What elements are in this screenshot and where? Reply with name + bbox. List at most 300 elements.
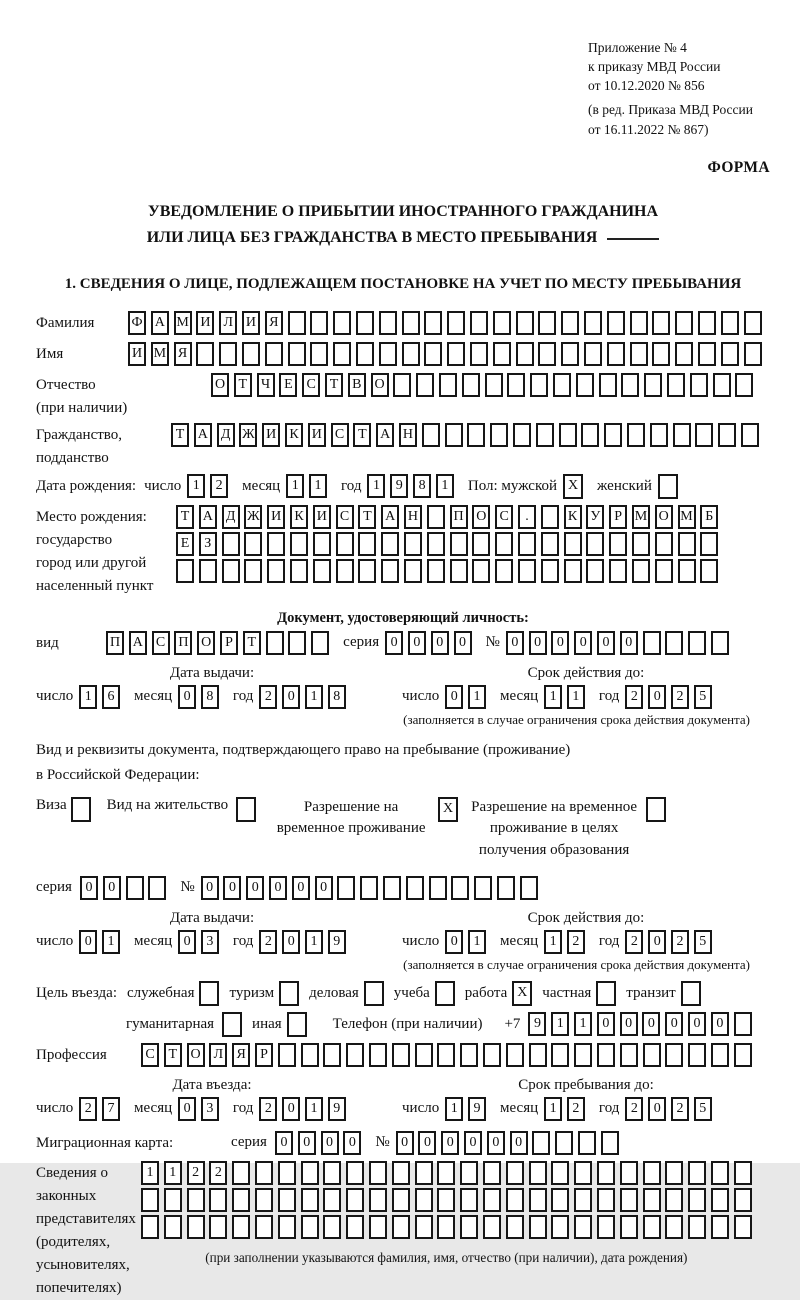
char-cell[interactable] <box>255 1188 273 1212</box>
char-cell[interactable] <box>467 423 485 447</box>
char-cell[interactable] <box>713 373 731 397</box>
char-cell[interactable] <box>506 1215 524 1239</box>
char-cell[interactable] <box>493 311 511 335</box>
char-cell[interactable] <box>734 1188 752 1212</box>
char-cell[interactable]: 0 <box>292 876 310 900</box>
char-cell[interactable]: И <box>128 342 146 366</box>
char-cell[interactable]: Р <box>609 505 627 529</box>
char-cell[interactable] <box>497 876 515 900</box>
char-cell[interactable]: 0 <box>597 1012 615 1036</box>
char-cell[interactable]: 5 <box>694 930 712 954</box>
char-cell[interactable] <box>427 505 445 529</box>
char-cell[interactable] <box>675 342 693 366</box>
char-cell[interactable] <box>445 423 463 447</box>
char-cell[interactable] <box>336 532 354 556</box>
char-cell[interactable] <box>402 311 420 335</box>
char-cell[interactable] <box>176 559 194 583</box>
char-cell[interactable]: Т <box>171 423 189 447</box>
char-cell[interactable] <box>360 876 378 900</box>
char-cell[interactable]: 0 <box>103 876 121 900</box>
char-cell[interactable] <box>460 1188 478 1212</box>
char-cell[interactable] <box>422 423 440 447</box>
char-cell[interactable] <box>460 1215 478 1239</box>
char-cell[interactable]: О <box>197 631 215 655</box>
char-cell[interactable] <box>621 373 639 397</box>
char-cell[interactable] <box>301 1188 319 1212</box>
char-cell[interactable] <box>665 631 683 655</box>
char-cell[interactable] <box>630 342 648 366</box>
char-cell[interactable] <box>586 532 604 556</box>
char-cell[interactable] <box>424 342 442 366</box>
purpose-work-checkbox[interactable]: X <box>512 981 532 1006</box>
purpose-humanitarian-checkbox[interactable] <box>222 1012 242 1037</box>
char-cell[interactable]: Т <box>234 373 252 397</box>
char-cell[interactable]: Ж <box>239 423 257 447</box>
char-cell[interactable] <box>555 1131 573 1155</box>
char-cell[interactable]: 1 <box>102 930 120 954</box>
char-cell[interactable] <box>255 1215 273 1239</box>
char-cell[interactable] <box>564 559 582 583</box>
char-cell[interactable]: 0 <box>385 631 403 655</box>
char-cell[interactable]: 9 <box>328 1097 346 1121</box>
char-cell[interactable]: А <box>151 311 169 335</box>
char-cell[interactable] <box>336 559 354 583</box>
visa-checkbox[interactable] <box>71 797 91 822</box>
char-cell[interactable] <box>609 559 627 583</box>
char-cell[interactable] <box>437 1043 455 1067</box>
char-cell[interactable] <box>141 1188 159 1212</box>
char-cell[interactable]: 0 <box>642 1012 660 1036</box>
char-cell[interactable] <box>369 1215 387 1239</box>
purpose-study-checkbox[interactable] <box>435 981 455 1006</box>
char-cell[interactable] <box>244 559 262 583</box>
residence-permit-checkbox[interactable] <box>236 797 256 822</box>
char-cell[interactable] <box>369 1161 387 1185</box>
char-cell[interactable]: 0 <box>648 1097 666 1121</box>
char-cell[interactable]: 1 <box>305 1097 323 1121</box>
purpose-transit-checkbox[interactable] <box>681 981 701 1006</box>
char-cell[interactable]: 0 <box>665 1012 683 1036</box>
char-cell[interactable]: 0 <box>178 685 196 709</box>
char-cell[interactable]: 1 <box>187 474 205 498</box>
char-cell[interactable] <box>495 559 513 583</box>
char-cell[interactable]: 2 <box>671 930 689 954</box>
char-cell[interactable] <box>232 1215 250 1239</box>
char-cell[interactable] <box>148 876 166 900</box>
char-cell[interactable] <box>711 1161 729 1185</box>
char-cell[interactable]: А <box>129 631 147 655</box>
char-cell[interactable]: 3 <box>201 930 219 954</box>
char-cell[interactable]: Б <box>700 505 718 529</box>
char-cell[interactable] <box>369 1188 387 1212</box>
char-cell[interactable] <box>404 532 422 556</box>
char-cell[interactable] <box>678 532 696 556</box>
char-cell[interactable] <box>288 631 306 655</box>
char-cell[interactable]: 1 <box>544 930 562 954</box>
char-cell[interactable] <box>232 1188 250 1212</box>
char-cell[interactable]: 1 <box>544 685 562 709</box>
char-cell[interactable]: 7 <box>102 1097 120 1121</box>
char-cell[interactable] <box>700 532 718 556</box>
char-cell[interactable] <box>516 311 534 335</box>
char-cell[interactable] <box>630 311 648 335</box>
char-cell[interactable] <box>688 1043 706 1067</box>
char-cell[interactable]: Н <box>404 505 422 529</box>
char-cell[interactable]: 0 <box>551 631 569 655</box>
char-cell[interactable]: 0 <box>445 930 463 954</box>
char-cell[interactable] <box>584 311 602 335</box>
char-cell[interactable] <box>483 1043 501 1067</box>
char-cell[interactable] <box>620 1188 638 1212</box>
char-cell[interactable] <box>337 876 355 900</box>
char-cell[interactable] <box>576 373 594 397</box>
char-cell[interactable]: 5 <box>694 1097 712 1121</box>
char-cell[interactable] <box>369 1043 387 1067</box>
char-cell[interactable] <box>721 311 739 335</box>
char-cell[interactable] <box>553 373 571 397</box>
char-cell[interactable] <box>301 1043 319 1067</box>
char-cell[interactable]: 1 <box>468 685 486 709</box>
char-cell[interactable]: П <box>174 631 192 655</box>
char-cell[interactable] <box>516 342 534 366</box>
char-cell[interactable] <box>518 559 536 583</box>
char-cell[interactable]: 0 <box>620 1012 638 1036</box>
char-cell[interactable] <box>383 876 401 900</box>
purpose-other-checkbox[interactable] <box>287 1012 307 1037</box>
char-cell[interactable] <box>232 1161 250 1185</box>
char-cell[interactable] <box>470 342 488 366</box>
char-cell[interactable] <box>323 1188 341 1212</box>
char-cell[interactable] <box>673 423 691 447</box>
char-cell[interactable] <box>404 559 422 583</box>
char-cell[interactable]: 2 <box>671 685 689 709</box>
char-cell[interactable]: 1 <box>309 474 327 498</box>
char-cell[interactable]: 2 <box>187 1161 205 1185</box>
char-cell[interactable]: 8 <box>201 685 219 709</box>
char-cell[interactable] <box>506 1161 524 1185</box>
char-cell[interactable]: Н <box>399 423 417 447</box>
char-cell[interactable] <box>290 559 308 583</box>
char-cell[interactable] <box>538 342 556 366</box>
char-cell[interactable] <box>196 342 214 366</box>
char-cell[interactable] <box>564 532 582 556</box>
char-cell[interactable] <box>323 1043 341 1067</box>
char-cell[interactable] <box>734 1043 752 1067</box>
char-cell[interactable] <box>301 1161 319 1185</box>
char-cell[interactable] <box>688 631 706 655</box>
char-cell[interactable]: 0 <box>408 631 426 655</box>
char-cell[interactable] <box>561 311 579 335</box>
char-cell[interactable]: 0 <box>80 876 98 900</box>
char-cell[interactable] <box>690 373 708 397</box>
char-cell[interactable]: 5 <box>694 685 712 709</box>
char-cell[interactable] <box>518 532 536 556</box>
char-cell[interactable] <box>698 342 716 366</box>
char-cell[interactable]: 0 <box>282 685 300 709</box>
char-cell[interactable]: 1 <box>164 1161 182 1185</box>
char-cell[interactable] <box>406 876 424 900</box>
char-cell[interactable] <box>427 532 445 556</box>
char-cell[interactable] <box>450 559 468 583</box>
char-cell[interactable] <box>381 532 399 556</box>
char-cell[interactable]: 0 <box>574 631 592 655</box>
char-cell[interactable] <box>574 1161 592 1185</box>
char-cell[interactable] <box>429 876 447 900</box>
char-cell[interactable]: И <box>196 311 214 335</box>
char-cell[interactable] <box>358 559 376 583</box>
char-cell[interactable]: И <box>313 505 331 529</box>
char-cell[interactable]: М <box>174 311 192 335</box>
char-cell[interactable] <box>199 559 217 583</box>
char-cell[interactable]: С <box>495 505 513 529</box>
char-cell[interactable] <box>288 311 306 335</box>
char-cell[interactable]: 9 <box>390 474 408 498</box>
char-cell[interactable] <box>721 342 739 366</box>
char-cell[interactable]: О <box>472 505 490 529</box>
char-cell[interactable]: 2 <box>625 1097 643 1121</box>
char-cell[interactable] <box>711 631 729 655</box>
char-cell[interactable] <box>310 342 328 366</box>
char-cell[interactable]: 0 <box>201 876 219 900</box>
char-cell[interactable]: О <box>187 1043 205 1067</box>
char-cell[interactable]: Ф <box>128 311 146 335</box>
char-cell[interactable] <box>601 1131 619 1155</box>
char-cell[interactable]: В <box>348 373 366 397</box>
char-cell[interactable] <box>346 1161 364 1185</box>
char-cell[interactable]: А <box>194 423 212 447</box>
char-cell[interactable] <box>559 423 577 447</box>
char-cell[interactable] <box>266 631 284 655</box>
char-cell[interactable] <box>541 505 559 529</box>
char-cell[interactable] <box>632 559 650 583</box>
char-cell[interactable]: 0 <box>79 930 97 954</box>
char-cell[interactable]: 1 <box>141 1161 159 1185</box>
char-cell[interactable]: Д <box>217 423 235 447</box>
char-cell[interactable]: К <box>290 505 308 529</box>
char-cell[interactable] <box>711 1215 729 1239</box>
purpose-business-checkbox[interactable] <box>364 981 384 1006</box>
char-cell[interactable] <box>392 1043 410 1067</box>
char-cell[interactable]: 1 <box>445 1097 463 1121</box>
char-cell[interactable] <box>483 1161 501 1185</box>
char-cell[interactable]: Л <box>219 311 237 335</box>
char-cell[interactable]: Я <box>232 1043 250 1067</box>
char-cell[interactable] <box>424 311 442 335</box>
char-cell[interactable] <box>520 876 538 900</box>
char-cell[interactable] <box>451 876 469 900</box>
char-cell[interactable]: 0 <box>396 1131 414 1155</box>
char-cell[interactable]: У <box>586 505 604 529</box>
char-cell[interactable]: С <box>331 423 349 447</box>
char-cell[interactable]: 0 <box>529 631 547 655</box>
char-cell[interactable]: О <box>371 373 389 397</box>
char-cell[interactable]: 6 <box>102 685 120 709</box>
char-cell[interactable] <box>267 532 285 556</box>
char-cell[interactable]: 0 <box>178 930 196 954</box>
char-cell[interactable]: А <box>381 505 399 529</box>
char-cell[interactable] <box>711 1188 729 1212</box>
char-cell[interactable] <box>447 311 465 335</box>
char-cell[interactable]: О <box>655 505 673 529</box>
char-cell[interactable]: 2 <box>259 1097 277 1121</box>
char-cell[interactable] <box>597 1161 615 1185</box>
char-cell[interactable] <box>427 559 445 583</box>
char-cell[interactable] <box>460 1161 478 1185</box>
char-cell[interactable] <box>495 532 513 556</box>
char-cell[interactable] <box>483 1188 501 1212</box>
char-cell[interactable] <box>301 1215 319 1239</box>
char-cell[interactable] <box>711 1043 729 1067</box>
char-cell[interactable]: 0 <box>510 1131 528 1155</box>
char-cell[interactable] <box>490 423 508 447</box>
char-cell[interactable]: Т <box>353 423 371 447</box>
char-cell[interactable] <box>346 1215 364 1239</box>
char-cell[interactable]: 0 <box>282 930 300 954</box>
char-cell[interactable] <box>532 1131 550 1155</box>
char-cell[interactable] <box>450 532 468 556</box>
char-cell[interactable] <box>665 1161 683 1185</box>
char-cell[interactable] <box>735 373 753 397</box>
char-cell[interactable] <box>356 342 374 366</box>
char-cell[interactable]: 8 <box>328 685 346 709</box>
char-cell[interactable] <box>744 311 762 335</box>
char-cell[interactable] <box>447 342 465 366</box>
char-cell[interactable]: 2 <box>625 930 643 954</box>
char-cell[interactable] <box>209 1215 227 1239</box>
char-cell[interactable] <box>437 1188 455 1212</box>
char-cell[interactable] <box>333 342 351 366</box>
char-cell[interactable] <box>698 311 716 335</box>
char-cell[interactable]: 0 <box>506 631 524 655</box>
char-cell[interactable] <box>126 876 144 900</box>
char-cell[interactable] <box>536 423 554 447</box>
char-cell[interactable] <box>667 373 685 397</box>
char-cell[interactable]: 0 <box>418 1131 436 1155</box>
char-cell[interactable] <box>551 1161 569 1185</box>
char-cell[interactable]: К <box>285 423 303 447</box>
char-cell[interactable] <box>597 1043 615 1067</box>
char-cell[interactable]: 0 <box>648 930 666 954</box>
char-cell[interactable] <box>607 342 625 366</box>
char-cell[interactable]: Л <box>209 1043 227 1067</box>
char-cell[interactable] <box>393 373 411 397</box>
char-cell[interactable]: 0 <box>275 1131 293 1155</box>
char-cell[interactable] <box>718 423 736 447</box>
char-cell[interactable] <box>472 559 490 583</box>
char-cell[interactable]: 1 <box>436 474 454 498</box>
char-cell[interactable] <box>415 1215 433 1239</box>
char-cell[interactable] <box>141 1215 159 1239</box>
char-cell[interactable] <box>620 1161 638 1185</box>
char-cell[interactable]: 0 <box>431 631 449 655</box>
char-cell[interactable]: С <box>152 631 170 655</box>
char-cell[interactable] <box>643 1161 661 1185</box>
char-cell[interactable] <box>734 1161 752 1185</box>
char-cell[interactable] <box>333 311 351 335</box>
char-cell[interactable] <box>483 1215 501 1239</box>
char-cell[interactable]: Д <box>222 505 240 529</box>
char-cell[interactable]: Ч <box>257 373 275 397</box>
char-cell[interactable] <box>700 559 718 583</box>
char-cell[interactable]: О <box>211 373 229 397</box>
char-cell[interactable]: 0 <box>597 631 615 655</box>
char-cell[interactable] <box>323 1215 341 1239</box>
char-cell[interactable]: 0 <box>445 685 463 709</box>
char-cell[interactable] <box>541 559 559 583</box>
char-cell[interactable] <box>323 1161 341 1185</box>
char-cell[interactable] <box>643 1043 661 1067</box>
char-cell[interactable]: П <box>450 505 468 529</box>
char-cell[interactable] <box>402 342 420 366</box>
char-cell[interactable] <box>290 532 308 556</box>
char-cell[interactable]: А <box>199 505 217 529</box>
char-cell[interactable]: 1 <box>544 1097 562 1121</box>
char-cell[interactable]: 9 <box>328 930 346 954</box>
char-cell[interactable] <box>415 1043 433 1067</box>
char-cell[interactable]: П <box>106 631 124 655</box>
char-cell[interactable]: Е <box>176 532 194 556</box>
char-cell[interactable] <box>538 311 556 335</box>
char-cell[interactable] <box>164 1188 182 1212</box>
char-cell[interactable]: Р <box>220 631 238 655</box>
char-cell[interactable]: 8 <box>413 474 431 498</box>
char-cell[interactable]: . <box>518 505 536 529</box>
char-cell[interactable] <box>278 1161 296 1185</box>
char-cell[interactable] <box>574 1215 592 1239</box>
char-cell[interactable] <box>604 423 622 447</box>
purpose-tourism-checkbox[interactable] <box>279 981 299 1006</box>
char-cell[interactable] <box>643 1215 661 1239</box>
char-cell[interactable] <box>551 1188 569 1212</box>
char-cell[interactable]: 0 <box>269 876 287 900</box>
char-cell[interactable] <box>358 532 376 556</box>
char-cell[interactable]: Т <box>243 631 261 655</box>
sex-male-checkbox[interactable]: X <box>563 474 583 499</box>
char-cell[interactable] <box>415 1161 433 1185</box>
char-cell[interactable]: 1 <box>286 474 304 498</box>
char-cell[interactable] <box>278 1188 296 1212</box>
char-cell[interactable] <box>460 1043 478 1067</box>
char-cell[interactable] <box>627 423 645 447</box>
char-cell[interactable] <box>267 559 285 583</box>
char-cell[interactable]: 1 <box>367 474 385 498</box>
char-cell[interactable] <box>311 631 329 655</box>
char-cell[interactable] <box>655 559 673 583</box>
char-cell[interactable] <box>655 532 673 556</box>
char-cell[interactable]: 2 <box>210 474 228 498</box>
char-cell[interactable] <box>607 311 625 335</box>
char-cell[interactable] <box>265 342 283 366</box>
char-cell[interactable] <box>381 559 399 583</box>
char-cell[interactable] <box>581 423 599 447</box>
char-cell[interactable] <box>346 1188 364 1212</box>
char-cell[interactable]: 2 <box>209 1161 227 1185</box>
char-cell[interactable] <box>209 1188 227 1212</box>
char-cell[interactable]: З <box>199 532 217 556</box>
char-cell[interactable] <box>741 423 759 447</box>
char-cell[interactable] <box>255 1161 273 1185</box>
char-cell[interactable]: 1 <box>305 685 323 709</box>
char-cell[interactable] <box>529 1215 547 1239</box>
char-cell[interactable] <box>744 342 762 366</box>
char-cell[interactable]: С <box>302 373 320 397</box>
char-cell[interactable] <box>644 373 662 397</box>
char-cell[interactable]: 0 <box>223 876 241 900</box>
char-cell[interactable] <box>164 1215 182 1239</box>
char-cell[interactable]: 1 <box>468 930 486 954</box>
char-cell[interactable] <box>379 342 397 366</box>
char-cell[interactable] <box>609 532 627 556</box>
